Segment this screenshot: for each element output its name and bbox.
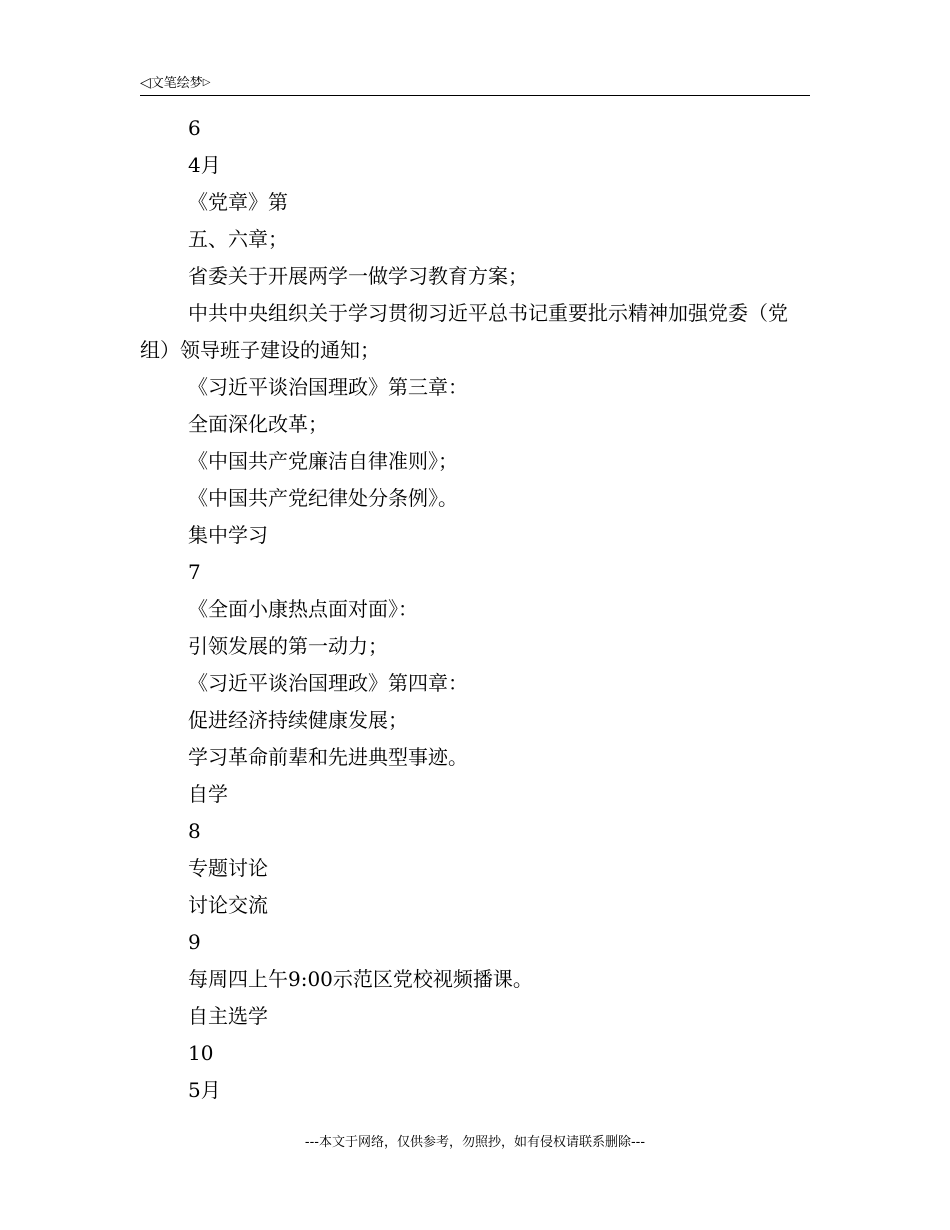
body-line: 自主选学 <box>188 1004 268 1028</box>
body-line: 《习近平谈治国理政》第四章： <box>188 671 468 695</box>
body-line: 《中国共产党纪律处分条例》。 <box>188 486 458 510</box>
body-line: 5月 <box>188 1078 221 1102</box>
body-line: 4月 <box>188 153 221 177</box>
left-triangle-icon: ◁ <box>140 75 151 91</box>
body-line: 9 <box>188 930 201 954</box>
body-line: 专题讨论 <box>188 856 268 880</box>
body-line: 10 <box>188 1041 214 1065</box>
body-line: 五、六章； <box>188 227 288 251</box>
body-paragraph-wrapped: 中共中央组织关于学习贯彻习近平总书记重要批示精神加强党委（党组）领导班子建设的通知； <box>140 301 788 362</box>
body-line: 学习革命前辈和先进典型事迹。 <box>188 745 468 769</box>
page-footer-disclaimer: ---本文于网络，仅供参考，勿照抄，如有侵权请联系删除--- <box>304 1135 646 1150</box>
header-title-group <box>140 74 211 93</box>
page-header <box>140 74 810 96</box>
body-line: 全面深化改革； <box>188 412 328 436</box>
body-line: 8 <box>188 819 201 843</box>
body-line: 《全面小康热点面对面》： <box>188 597 418 621</box>
body-line: 促进经济持续健康发展； <box>188 708 408 732</box>
body-line: 7 <box>188 560 201 584</box>
body-line: 《习近平谈治国理政》第三章： <box>188 375 468 399</box>
document-body <box>140 110 810 1109</box>
header-title: 文笔绘梦 <box>150 76 203 91</box>
body-line: 每周四上午9:00示范区党校视频播课。 <box>188 967 533 991</box>
body-line: 自学 <box>188 782 228 806</box>
body-line: 集中学习 <box>188 523 268 547</box>
body-line: 省委关于开展两学一做学习教育方案； <box>188 264 528 288</box>
body-line: 《党章》第 <box>188 190 288 214</box>
right-triangle-icon: ▷ <box>202 77 211 88</box>
body-line: 6 <box>188 116 201 140</box>
body-line: 《中国共产党廉洁自律准则》； <box>188 449 458 473</box>
body-line: 引领发展的第一动力； <box>188 634 388 658</box>
body-line: 讨论交流 <box>188 893 268 917</box>
